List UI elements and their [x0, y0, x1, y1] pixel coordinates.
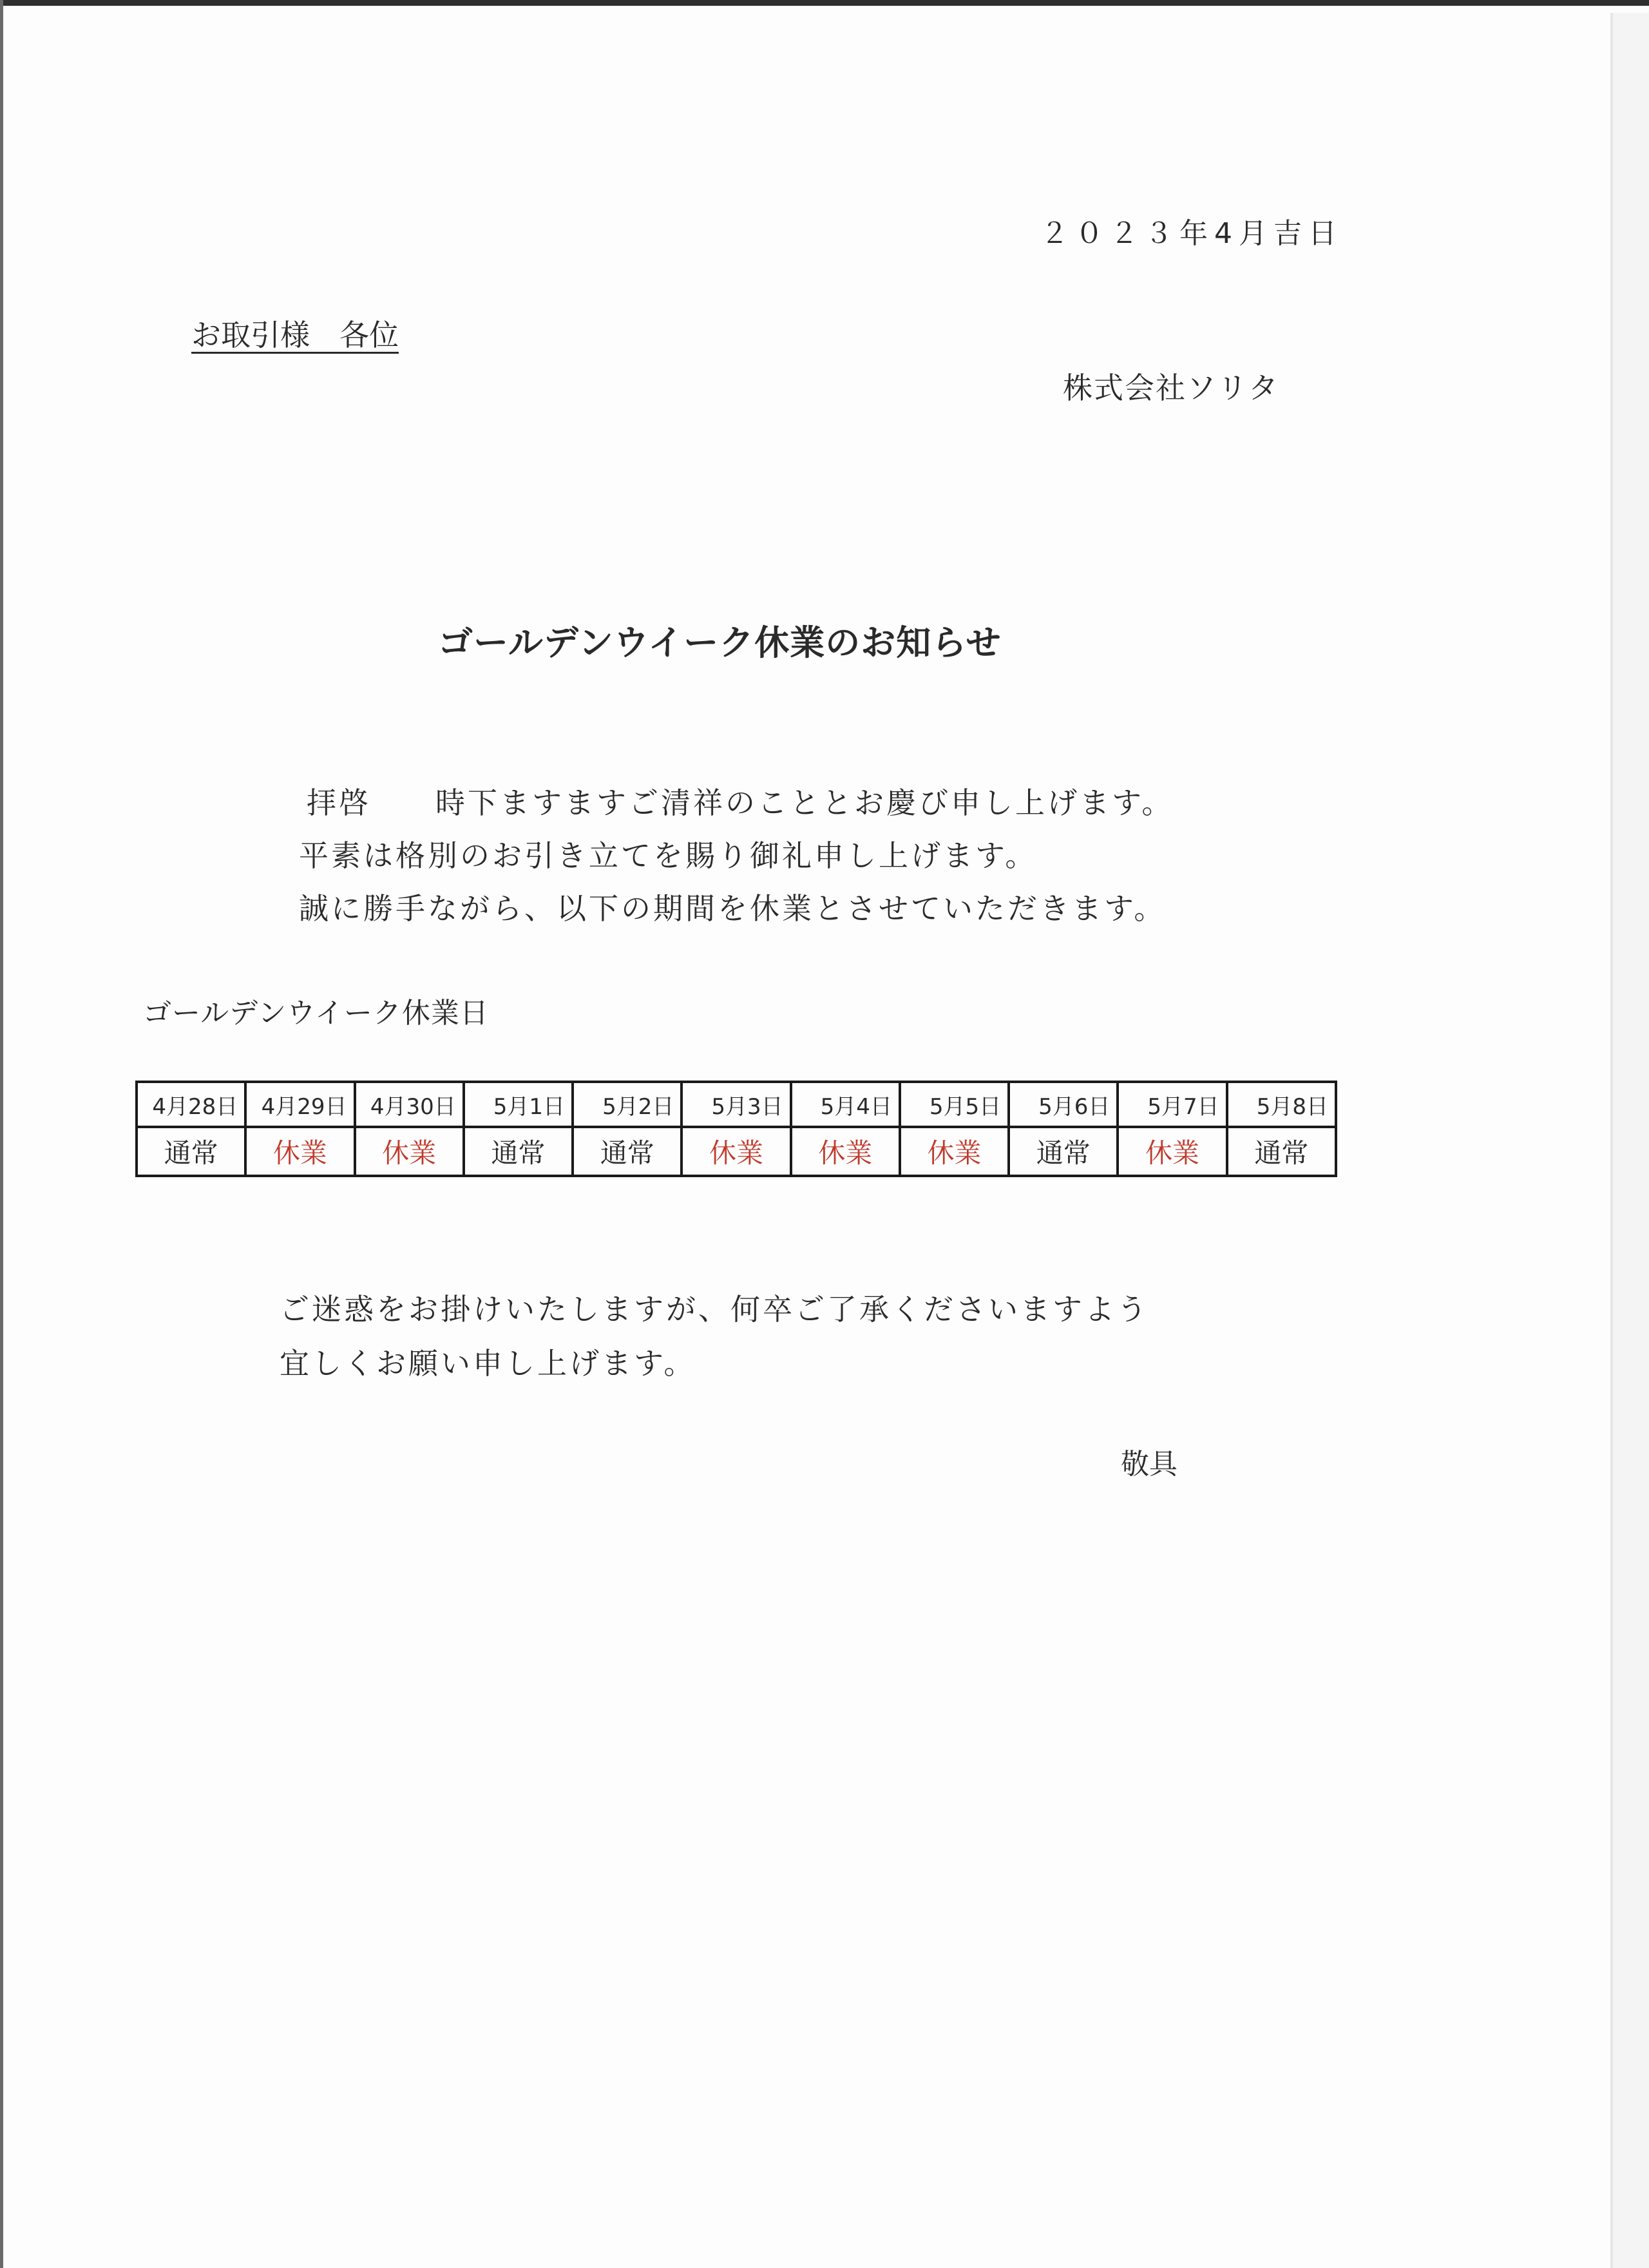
date-cell: 5月3日 — [682, 1082, 790, 1127]
scan-edge-right-shadow — [1613, 13, 1649, 2268]
status-cell: 通常 — [1009, 1127, 1118, 1176]
closing-word: 敬具 — [1121, 1448, 1177, 1481]
schedule-label: ゴールデンウイーク休業日 — [143, 997, 489, 1030]
sender-company: 株式会社ソリタ — [1063, 370, 1279, 405]
date-cell: 5月6日 — [1009, 1082, 1118, 1127]
date-cell: 5月7日 — [1118, 1082, 1226, 1127]
status-cell: 休業 — [791, 1127, 900, 1176]
document-date: ２０２３年4月吉日 — [1040, 217, 1343, 250]
date-row — [137, 1082, 1336, 1127]
date-cell: 5月5日 — [900, 1082, 1009, 1127]
date-cell: 5月4日 — [791, 1082, 900, 1127]
status-cell: 休業 — [355, 1127, 464, 1176]
status-cell: 通常 — [137, 1127, 245, 1176]
date-cell: 5月1日 — [464, 1082, 573, 1127]
status-cell: 休業 — [682, 1127, 790, 1176]
status-row — [137, 1127, 1336, 1176]
date-cell: 5月8日 — [1227, 1082, 1336, 1127]
holiday-schedule-table — [135, 1081, 1337, 1177]
status-cell: 休業 — [245, 1127, 354, 1176]
date-cell: 4月29日 — [245, 1082, 354, 1127]
date-cell: 4月28日 — [137, 1082, 245, 1127]
scan-edge-left — [0, 0, 3, 2268]
closing-line: 宜しくお願い申し上げます。 — [280, 1346, 696, 1381]
closing-line: ご迷惑をお掛けいたしますが、何卒ご了承くださいますよう — [280, 1292, 1149, 1327]
greeting-line: 誠に勝手ながら、以下の期間を休業とさせていただきます。 — [299, 891, 1167, 926]
status-cell: 通常 — [573, 1127, 682, 1176]
scan-edge-top — [0, 0, 1649, 6]
status-cell: 休業 — [900, 1127, 1009, 1176]
date-cell: 5月2日 — [573, 1082, 682, 1127]
recipient: お取引様 各位 — [191, 318, 399, 352]
status-cell: 休業 — [1118, 1127, 1226, 1176]
page-title: ゴールデンウイーク休業のお知らせ — [438, 622, 1002, 663]
greeting-line: 平素は格別のお引き立てを賜り御礼申し上げます。 — [299, 838, 1038, 873]
greeting-line: 拝啓 時下ますますご清祥のこととお慶び申し上げます。 — [307, 785, 1174, 820]
date-cell: 4月30日 — [355, 1082, 464, 1127]
status-cell: 通常 — [464, 1127, 573, 1176]
status-cell: 通常 — [1227, 1127, 1336, 1176]
